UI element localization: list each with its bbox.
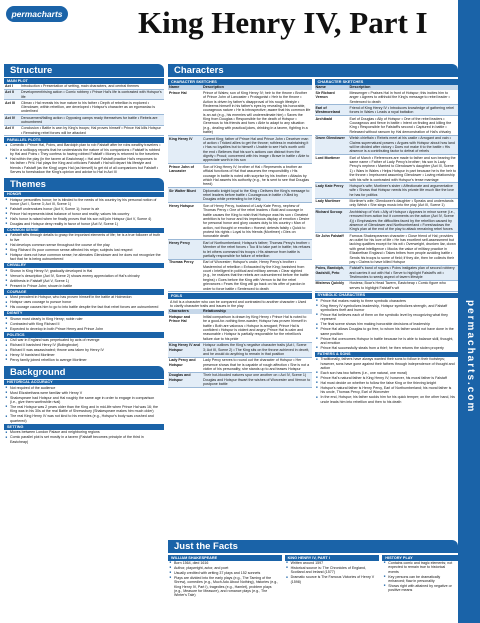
character-name: Earl of Westmoreland xyxy=(315,105,341,115)
act-label: Act III xyxy=(5,100,15,105)
character-name: Mistress Quickly xyxy=(315,281,345,286)
symbolic-item: ■ Prince Hal overcomes Hotspur in battle because he is able to balance skill, thought, and emotion xyxy=(315,336,459,345)
relation-desc: Their hot-blooded natures spur one another on • Act IV, Scene 1) Douglas and Hotspur thwart the wishes of Worcester and Vernon to postpone battle xyxy=(203,373,311,387)
shakespeare-item: ■ Usually credited with writing 37 plays and 152 sonnets xyxy=(168,571,282,576)
theme-item: ■ King Richard II's poor common sense affected his reign; subjects lost respect xyxy=(4,248,164,253)
character-sketches-label: CHARACTER SKETCHES xyxy=(168,79,312,85)
act-text: Denouement/falling action • Opposing camps ready themselves for battle • Rebels are outnumbered xyxy=(21,115,158,124)
character-row xyxy=(168,188,312,203)
theme-item: ■ Hal's honor is raised when he finally proves that his son will join Hotspur (Act V, Scene 4) xyxy=(4,217,164,222)
symbolic-item: ■ Prince Hal believes each of them on the symbolic level by recognizing what they represent xyxy=(315,313,459,322)
character-desc: Welsh chieftain • Rebels meet at his castle • Arrogant and vain • Claims supernatural powers • Argues with Hotspur about how land will be divided after victory • Does not make it to the battle • His absence is a contributing factor to defeat of rebels xyxy=(349,136,455,154)
theme-item: ■ Vernon's description (Act IV, Scene 2) shows enemy appreciation of Hal's chivalry xyxy=(4,273,164,278)
character-row xyxy=(315,281,459,292)
relation-desc: Initial comparison is drawn by King Henry • Prince Hal is noted to be a good-for-nothing time-waster; Hotspur has proven himself in battle • Both are valorous • Hotspur is arrogant; Prince Hal is confident • Hotspur is violent and angry; Prince Hal is calm and reasonable • Hotspur is partially responsible for the rebellion's failure due to his pride xyxy=(203,314,307,341)
character-row xyxy=(315,183,459,198)
col-desc: Description xyxy=(203,85,224,90)
background-item: ■ Moves between London Palace and neighboring regions xyxy=(4,430,164,435)
theme-item: ■ Prince Hal represents ideal balance of honor and reality; values his country xyxy=(4,212,164,217)
act-text: Introduction • Presentation of setting, main characters, and central themes xyxy=(21,84,139,89)
relation-row xyxy=(168,314,312,342)
characters-heading: Characters xyxy=(168,64,458,77)
background-heading: Background xyxy=(4,366,164,379)
theme-group-label: COURAGE xyxy=(4,289,164,295)
fathers-item: ■ In the end, Hotspur; his father scolds him for his quick temper; on the other hand, his uncle leads him into rebellion and then to his death xyxy=(315,395,459,404)
act-label: Act I xyxy=(5,84,13,89)
theme-item: ■ Douglas and Hotspur deny reality in favor of honor (Act IV, Scene 1) xyxy=(4,222,164,227)
character-row xyxy=(168,90,312,136)
theme-item: ■ Hal develops common sense throughout the course of the play xyxy=(4,243,164,248)
character-desc: Son of Henry Percy, husband of Lady Kate Percy, nephew of Thomas Percy • One of the rebel leaders • Bold and courage in battle causes the King to wish that Hotspur was his son • Greatest ambition is for honor and his impetuous display of emotion • Desire for personal honor and glory causes duty to his country • Man of action, not thought or emotion • Honest; detests falsity • Quick to protest his rights • Loyal to his friends (Mortimer) • Dies on honorable death xyxy=(203,203,310,239)
character-row xyxy=(168,136,312,164)
left-column xyxy=(4,64,164,532)
act-text: Development/rising action • Comic robbery • Prince Hal's life is contrasted with Hotspur's life xyxy=(21,90,162,99)
history-list xyxy=(382,561,458,593)
character-desc: Diplomatic knight loyal to the King • Delivers the King's message to rebel leaders before battle • Courageous in battle • Killed by Douglas while pretending to be King xyxy=(203,188,310,202)
theme-item: ■ Hotspur does not have common sense; he alienates Glendower and he does not recognize the fact that he is being outnumbered xyxy=(4,252,164,261)
symbolic-item: ■ Prince Hal makes mainly to three symbolic characters xyxy=(315,298,459,303)
history-item: ■ Contains comic and tragic elements; not expected to remain true to historical events xyxy=(382,561,458,575)
theme-item: ■ Contrasted with King Richard II xyxy=(4,321,164,326)
theme-item: ■ Hotspur personifies honor; he is blinded to the needs of his country by his personal notion of honor (Act I, Scene 3; Act III, Scene 1) xyxy=(4,197,164,206)
structure-heading: Structure xyxy=(4,64,164,77)
character-desc: Mortimer's wife; Glendower's daughter • Speaks and understands only Welsh • She sings music into the play (Act III, Scene 1) xyxy=(349,199,454,208)
fathers-item: ■ Hal must decide on whether to follow the false King or the thieving knight xyxy=(315,381,459,386)
shakespeare-item: ■ Born 1564, died 1616 xyxy=(168,561,282,566)
symbolic-item: ■ Prince Hal successfully steals from a thief; he then returns the stolen property xyxy=(315,346,459,351)
fathers-label: FATHERS & SONS xyxy=(315,352,459,358)
character-row xyxy=(315,209,459,233)
character-desc: Hotspur's wife; Mortimer's sister • Affectionate and argumentative wife • Shows that Hotspur needs his private life much like the love he has for politics xyxy=(349,183,455,197)
themes-heading: Themes xyxy=(4,178,164,191)
character-name: Lord Mortimer xyxy=(315,155,340,160)
character-name: Thomas Percy xyxy=(169,260,194,265)
act-label: Act II xyxy=(5,90,14,95)
king-label: KING HENRY IV, PART I xyxy=(285,555,380,561)
relation-row xyxy=(168,343,312,358)
character-desc: Archbishop of York • Ally of Hotspur • Appears in minor scene (i.e., removed from action but it comments on the action (Act IV, Scene 4)) • Emphasizes the difficulties faced by the rebellion caused by absence of Glendower and Northumberland • Foreshadows the King's plan at the end of the play to attack remaining rebel forces xyxy=(349,209,455,232)
theme-item: ■ Present in Prince John; shown in battle xyxy=(4,283,164,288)
page-title: King Henry IV, Part I xyxy=(138,5,428,40)
theme-group-label: CHIVALRY xyxy=(4,263,164,269)
theme-item: ■ Henry IV banished Mortimer xyxy=(4,353,164,358)
character-desc: Earl of Douglas • Ally of Hotspur • One of the rebel leaders • Courageous and fierce in battle • Intent on finding and killing the King • Responsible for Falstaff's second • Captured in battle • Released without ransom by Hal demonstration of Hal's chivalry xyxy=(349,116,452,134)
theme-group-label: DIGNITY xyxy=(4,311,164,317)
main-plot-row xyxy=(4,100,164,115)
theme-group-label: COMMON SENSE xyxy=(4,228,164,234)
header xyxy=(0,0,480,50)
king-list xyxy=(285,561,380,585)
act-text: Climax • Hal reveals his true nature to his father • Depth of rebellion is explored • Glendower, within rebellion, are developed • Hotspur's character as an egomaniac is underlined xyxy=(21,100,155,114)
relation-name: Douglas and Hotspur xyxy=(169,373,191,382)
theme-item: ■ Percy family joined rebellion to avenge Mortimer xyxy=(4,358,164,363)
character-desc: Earl of Northumberland; Hotspur's father; Thomas Percy's brother • Member of the rebel forces • Too ill to take part in battle; his refuses to let others command his troops • His absence from battle is partially responsible for failure of rebellion xyxy=(203,240,311,258)
history-label: HISTORY PLAY xyxy=(382,555,458,561)
parallel-plot-item: ■ Comedic • Prince Hal, Poins, and Bardolph plan to rob Falstaff after he robs wealthy travelers • Hal in a soliloquy reports that he understands the nature of his companions • Falstaff is robbed by Hal and Poins • They confess to having robbed Falstaff • Money is returned to the travelers xyxy=(4,143,164,157)
king-item: ■ Written around 1597 xyxy=(285,561,380,566)
theme-item: ■ His courage causes him to go to into battle despite the fact that rebel forces are outnumbered xyxy=(4,305,164,310)
character-row xyxy=(315,116,459,136)
facts-section xyxy=(168,540,458,620)
symbolic-item: ■ The final scene shows him making honorable decisions of leadership xyxy=(315,322,459,327)
background-item: ■ The real King Henry IV was not kind to his enemies (e.g., Hotspur's body was crushed and quartered) xyxy=(4,414,164,423)
character-name: Poins, Bardolph, Gadshill, Peto xyxy=(315,266,345,275)
background-item: ■ Shakespeare had Hotspur and Hal roughly the same age in order to engage in comparison (i.e., give them worthwhile rival) xyxy=(4,395,164,404)
character-desc: Friend of King Henry IV • Introduces knowledge of gathering rebel forces in Wales • Leads a royal battalion xyxy=(349,105,455,115)
background-list xyxy=(4,380,164,445)
col-name-2: Name xyxy=(315,85,326,90)
character-row xyxy=(315,266,459,281)
theme-item: ■ Hotspur uses courage to pursue honor xyxy=(4,300,164,305)
brand-logo[interactable]: permacharts xyxy=(6,6,68,22)
col-desc-2: Description xyxy=(349,85,371,90)
theme-group-label: HONOR xyxy=(4,192,164,198)
background-group-label: SETTING xyxy=(4,424,164,430)
theme-item: ■ Shown most clearly in King Henry; noble ruler xyxy=(4,316,164,321)
character-desc: Famous Shakespearean character • Close friend of Hal; provides an outlet for his love of life • He has excellent self-assessment but lacking qualities except for his wit • Overweight, drunken liar, clown with great intelligence • Mocks the value of military practice in Elizabethan England • Takes bribes from people avoiding battle • Sends his troops to some of field; if they die, then he collects their pay • Claims to have killed Hotspur xyxy=(349,233,456,264)
background-item: ■ Comic parallel plot is set mostly in a tavern (Falstaff becomes principle of the third in Eastcheap) xyxy=(4,435,164,444)
character-row xyxy=(168,203,312,240)
theme-item: ■ Falstaff sifts through details to grasp the important elements of life; he is a true follower of truth to live xyxy=(4,233,164,242)
relation-name: Lady Percy and Hotspur xyxy=(169,358,196,367)
character-desc: Son of King Henry IV; brother of Hal • Represents a brother an official functions of Hal that assumes the responsibility • His courage in battle is noted with surprise by his brother • Attacks by which Hal asserts his authority (e.g., he is sent to see that Douglas freed) xyxy=(203,164,310,187)
character-row xyxy=(168,164,312,188)
shakespeare-item: ■ Author, playwright, actor, and poet xyxy=(168,566,282,571)
col-relationship: Relationship xyxy=(203,309,226,314)
character-desc: Current King; father of Prince Hal and Prince John • Deceiver man of action • Tricked allies to get the throne; ruthless in maintaining it • Has no loyalties but to himself • Unable to see Hal's worth until the end • Believes that his son's actions can distract from the dignity • Proud; concerned with his image • Brave in battle • Able to appreciate worth in his son xyxy=(203,136,310,163)
character-name: Prince John of Lancaster xyxy=(169,164,194,174)
theme-item: ■ Most prevalent in Hotspur, who has proven himself in the battle at Holmedon xyxy=(4,295,164,300)
relation-row xyxy=(168,358,312,373)
character-name: Lady Kate Percy xyxy=(315,183,344,188)
character-row xyxy=(168,240,312,260)
character-desc: Hostess; Boar's Head Tavern, Eastcheap • Comic figure who serves to highlight Falstaff's wit xyxy=(349,281,446,290)
character-desc: Earl of March • References are made to father and son bearing the same name • Father of Lady Percy's brother; his son is Lady Percy's nephew • Married to Glendower's daughter (Act III, Scene 1) • Wars in Wales • Helps Hotspur in part because he is the heir to the throne • Imprisoned assuming Glendower • Loving relationship with his wife is contrasted with Hotspur's tense marriage xyxy=(349,155,457,182)
relation-name: Hotspur and Prince Hal xyxy=(169,314,191,324)
character-name: Prince Hal xyxy=(169,90,187,95)
main-plot-label: MAIN PLOT xyxy=(4,78,164,84)
background-group-label: HISTORICAL ACCURACY xyxy=(4,380,164,386)
theme-item: ■ Falstaff undervalues honor (Act V, Scene 1); honor is air xyxy=(4,207,164,212)
main-plot-table xyxy=(4,84,164,137)
background-item: ■ Not required of the audience xyxy=(4,385,164,390)
character-desc: Messenger • Praises Hal in front of Hotspur; this incites him to anger • Agrees to withhold the King's message to rebel leader • Sentenced to death xyxy=(349,90,450,104)
shakespeare-label: WILLIAM SHAKESPEARE xyxy=(168,555,282,561)
theme-item: ■ Shown in King Henry IV; gradually developed in Hal xyxy=(4,268,164,273)
side-url[interactable]: permacharts.com xyxy=(465,300,476,414)
facts-heading: Just the Facts xyxy=(168,540,458,553)
background-item: ■ The real Hotspur was 2 years older than the King and in mid-life when Prince Hal was 16; the King was in his 30s at the real Battle of Shrewsbury (Shakespeare makes him much older) xyxy=(4,405,164,414)
character-row xyxy=(315,233,459,266)
themes-list xyxy=(4,192,164,363)
history-item: ■ Shows right with attained by negative or positive means xyxy=(382,584,458,593)
col-name: Name xyxy=(169,85,180,90)
character-name: Richard Scroop xyxy=(315,209,343,214)
character-name: Archibald xyxy=(315,116,333,121)
main-plot-row xyxy=(4,90,164,101)
relations-table xyxy=(168,314,312,388)
act-text: Conclusion • Battle is won by King's troops; Hal proves himself • Prince Hal kills Hotspur • Remaining rebel forces will be attacked xyxy=(21,126,161,135)
character-row xyxy=(315,105,459,116)
shakespeare-item: ■ Plays are divided into the early plays (e.g., The Taming of the Shrew), comedies (e.g., Much Ado About Nothing), histories (e.g., King Henry IV, Part I), tragedies (e.g., Hamlet), problem plays (e.g., Measure for Measure), and romance plays (e.g., The Winter's Tale) xyxy=(168,576,282,598)
character-name: Henry Percy xyxy=(169,240,190,245)
theme-item: ■ Civil war in England was perpetuated by acts of revenge xyxy=(4,338,164,343)
fathers-item: ■ Traditionally, fathers have always wanted their sons to follow in their footsteps; however, sons have gone against their fathers through independence of thought and action xyxy=(315,357,459,371)
parallel-plot-item: ■ Hal within the play (in the tavern at Eastcheap) • Hal and Falstaff practice Hal's responses to his father • Prhl. Hal plays the King and criticizes Falstaff • Hal will depart his lifestyle and friends • Falstaff (as the King) urges Hal (as himself) to get rid of all companions but Falstaff • Serves to foreshadow the King's opinion and advice to Hal in Act III xyxy=(4,157,164,175)
character-desc: Falstaff's band of rogues • Poins instigates plan of second robbery and carries it out with Hal • Serve to highlight Falstaff's wit • Testimonies to seedy aspect of tavern lifestyle xyxy=(349,266,455,279)
character-desc: Earl of Worcester; Hotspur's uncle, Henry Percy's brother • Mastermind of rebellion • Exhausted by the King; banished from court • Intelligent in political and military arenas • Clear sighted (e.g., he realizes that the rebels are outnumbered before the battle begins) • Goes before the King with Vernon to list the rebel grievances • Fears the King will go back on his offer of pardon in order to force battle • Sentenced to death xyxy=(203,260,309,291)
foils-label: FOILS xyxy=(168,293,312,299)
character-row xyxy=(315,90,459,105)
symbolic-label: SYMBOLIC CHARACTERS xyxy=(315,293,459,299)
symbolic-item: ■ Prince Hal allows Douglas to go free, to whom his father would not have done in the same position xyxy=(315,327,459,336)
sketch-table-right xyxy=(315,90,459,291)
theme-item: ■ Antithesis in Falstaff (Act V, Scene 1) xyxy=(4,278,164,283)
fathers-item: ■ Hotspur's natural father is Henry Percy, Earl of Northumberland; his moral father is his uncle, Thomas Percy, Earl of Worcester xyxy=(315,386,459,395)
character-desc: Prince of Wales; son of King Henry IV; heir to the throne • Brother of Prince John of Lancaster • Protagonist • Heir to the throne • Action is driven by father's disapproval of his rough lifestyle • Redeems himself in his father's eyes by revealing his honorable, courageous nature • He is introspective; aware that his common life is an act (e.g., his enemies will underestimate him) • Saves the King from Douglas • Responsible for the death of Hotspur • Generous to his friends and foes • Able to adapt to any situation (e.g., dealing with practical jokes, drinking in a tavern, fighting in a battle) xyxy=(203,90,311,135)
symbolic-list xyxy=(315,298,459,350)
history-item: ■ Key persons can be dramatically enhanced; flaw in personality xyxy=(382,574,458,583)
theme-item: ■ Richard II banished Henry IV (Bolingbroke) xyxy=(4,343,164,348)
main-plot-row xyxy=(4,126,164,137)
fathers-item: ■ Prince Hal's natural father is King Henry IV; however, his moral father is Falstaff xyxy=(315,376,459,381)
side-strip xyxy=(458,0,480,623)
character-name: Henry Hotspur xyxy=(169,203,194,208)
character-name: Owen Glendower xyxy=(315,136,345,141)
shakespeare-list xyxy=(168,561,282,598)
characters-section xyxy=(168,64,458,532)
foils-text: A foil is a character who can be compared and contrasted to another character • Used to clarify character traits and issues in the play xyxy=(170,299,307,308)
parallel-plots-list xyxy=(4,143,164,175)
character-sketches-label-2: CHARACTER SKETCHES xyxy=(315,79,459,85)
fathers-list xyxy=(315,357,459,404)
act-label: Act IV xyxy=(5,115,16,120)
sketch-table-left xyxy=(168,90,312,292)
character-name: Sir John Falstaff xyxy=(315,233,344,238)
relation-desc: Lady Percy serves to round out the character of Hotspur • Her presence shows that he is capable of rough affection • She is not a victim of his personality; she stands up to and teases Hotspur xyxy=(203,358,310,371)
character-row xyxy=(315,199,459,210)
character-row xyxy=(315,136,459,156)
relation-row xyxy=(168,373,312,388)
king-item: ■ Dramatic source is The Famous Victories of Henry V (1598) xyxy=(285,575,380,584)
fathers-item: ■ Each son has two fathers (i.e., one natural, one moral) xyxy=(315,371,459,376)
character-row xyxy=(168,260,312,293)
theme-group-label: POLITICS xyxy=(4,332,164,338)
character-name: Sir Richard Vernon xyxy=(315,90,335,100)
character-row xyxy=(315,155,459,183)
col-characters: Characters xyxy=(169,309,189,314)
parallel-plots-label: PARALLEL PLOTS xyxy=(4,137,164,143)
background-item: ■ Most Elizabethans were familiar with Henry V xyxy=(4,390,164,395)
king-item: ■ Historical source is: The Chronicles of England, Scotland and Ireland (1577) xyxy=(285,566,380,575)
theme-item: ■ Expected to develop in both Prince Henry and Prince John xyxy=(4,326,164,331)
symbolic-item: ■ King Henry IV symbolizes leadership, Hotspur symbolizes strength, and Falstaff symbolizes theft and humor xyxy=(315,303,459,312)
character-name: Sir Walter Blunt xyxy=(169,188,196,193)
character-name: King Henry IV xyxy=(169,136,193,141)
relation-name: King Henry IV and Hotspur xyxy=(169,343,200,352)
theme-item: ■ Richard II was assassinated; throne was taken by Henry IV xyxy=(4,348,164,353)
act-label: Act V xyxy=(5,126,15,131)
relation-desc: Hotspur outlines the King's negative character traits (Act I, Scene 3; Act III, Scene 2) • The King sits on the throne achieved in deceit, and he would do anything to remain in that position xyxy=(203,343,310,356)
character-name: Lady Mortimer xyxy=(315,199,341,203)
main-plot-row xyxy=(4,115,164,126)
